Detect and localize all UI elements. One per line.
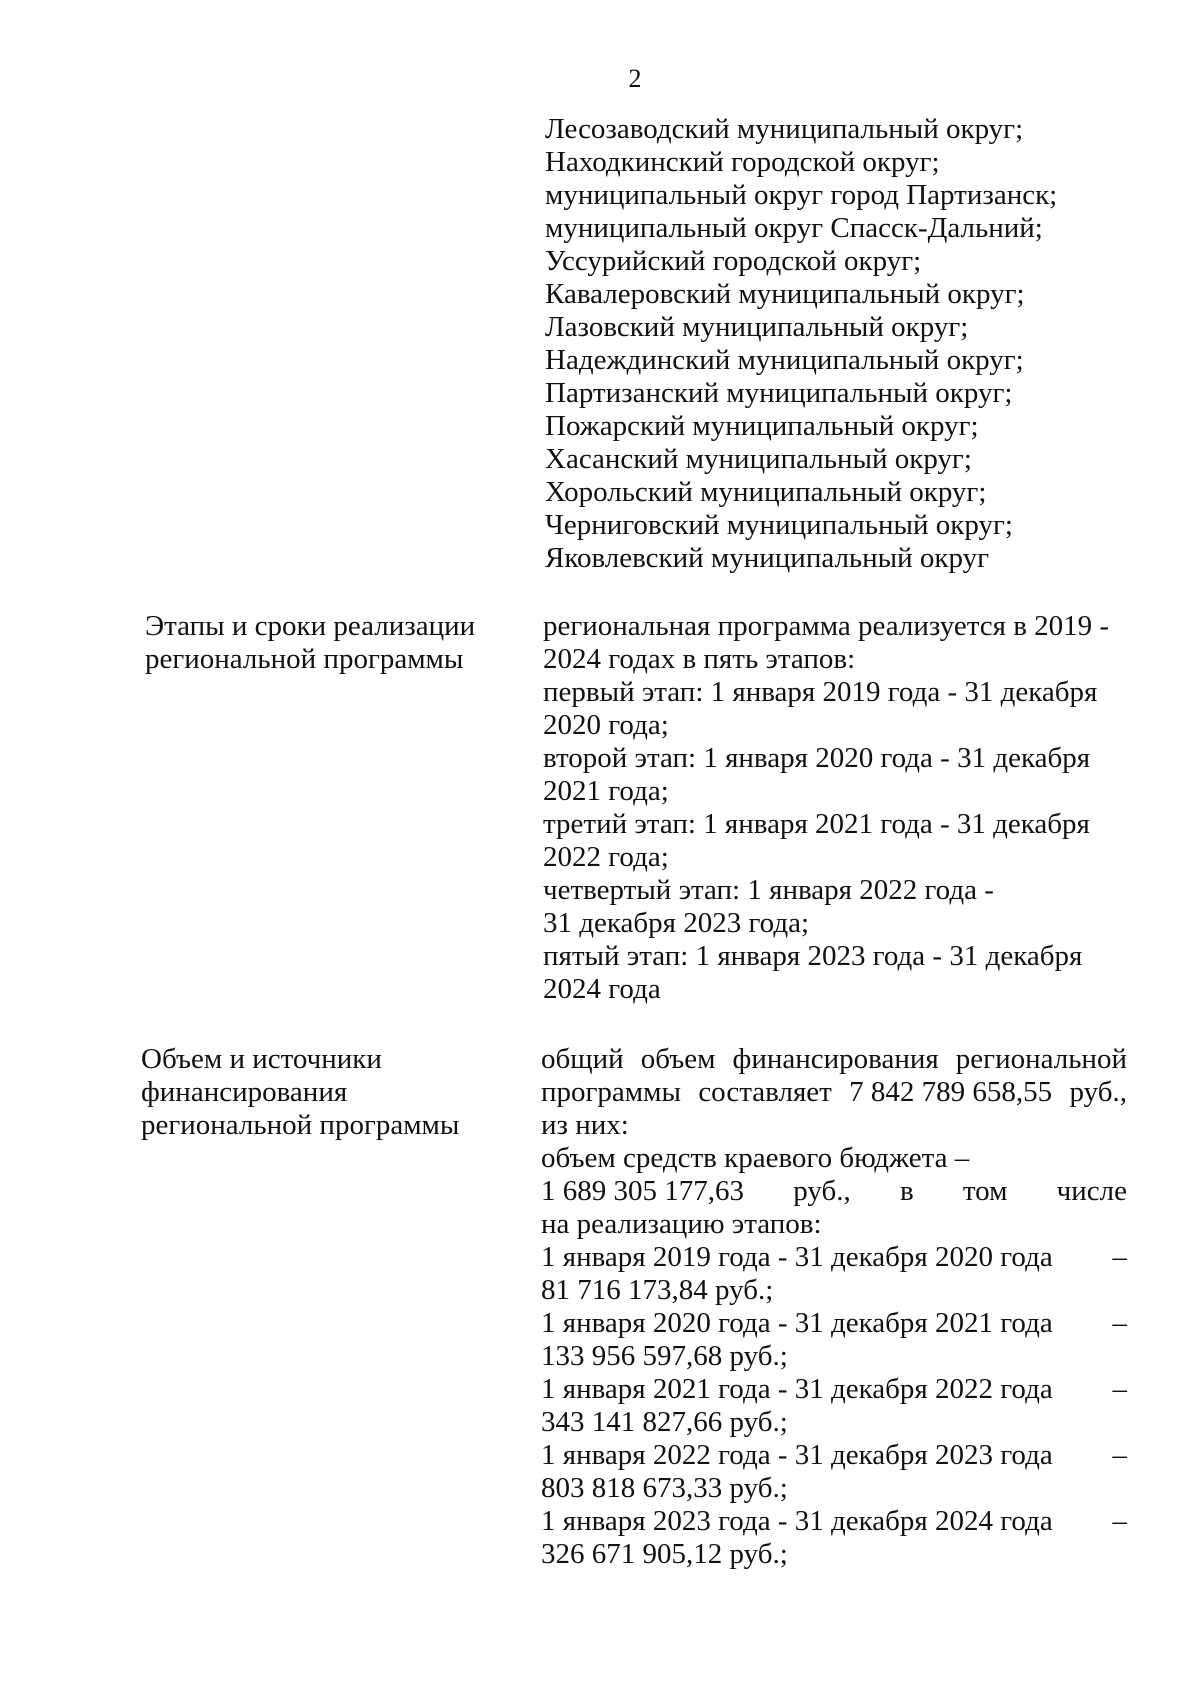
stages-text-line: региональная программа реализуется в 2019 -	[543, 610, 1110, 642]
stages-text-line: третий этап: 1 января 2021 года - 31 декабря	[543, 808, 1090, 840]
word: региональной	[955, 1043, 1127, 1075]
funding-text-line	[541, 1274, 1127, 1307]
funding-text-line	[541, 1241, 1127, 1274]
dash: –	[1112, 1307, 1127, 1339]
word: из них:	[541, 1109, 629, 1141]
stages-text-line: второй этап: 1 января 2020 года - 31 декабря	[543, 742, 1091, 774]
total-amount: 7 842 789 658,55	[849, 1076, 1053, 1108]
stages-text-line: 2022 года;	[543, 841, 669, 873]
word: общий	[541, 1043, 624, 1075]
list-item: Хорольский муниципальный округ;	[545, 476, 987, 508]
list-item: Яковлевский муниципальный округ	[545, 542, 990, 574]
list-item: Лазовский муниципальный округ;	[545, 311, 969, 343]
list-item: Уссурийский городской округ;	[545, 245, 922, 277]
stages-text-line: пятый этап: 1 января 2023 года - 31 декабря	[543, 940, 1083, 972]
funding-text-line	[541, 1406, 1127, 1439]
word: том	[962, 1175, 1008, 1207]
stage-amount: 343 141 827,66 руб.;	[541, 1406, 788, 1438]
stages-label-line: Этапы и сроки реализации	[145, 610, 476, 642]
stages-text-line: 2024 года	[543, 973, 661, 1005]
funding-text-line	[541, 1307, 1127, 1340]
dash: –	[1112, 1439, 1127, 1471]
funding-text-line	[541, 1505, 1127, 1538]
stage-period: 1 января 2022 года - 31 декабря 2023 года	[541, 1439, 1053, 1471]
funding-text-line	[541, 1076, 1127, 1109]
stages-text	[543, 610, 1109, 1006]
list-item: Пожарский муниципальный округ;	[545, 410, 979, 442]
funding-text	[541, 1043, 1127, 1571]
stages-text-line: 2020 года;	[543, 709, 669, 741]
word: финансирования	[732, 1043, 939, 1075]
stage-period: 1 января 2019 года - 31 декабря 2020 года	[541, 1241, 1053, 1273]
word: объем средств краевого бюджета –	[541, 1142, 970, 1174]
dash: –	[1112, 1373, 1127, 1405]
stages-text-line: 2024 годах в пять этапов:	[543, 643, 856, 675]
page-number: 2	[628, 64, 642, 93]
list-item: Лесозаводский муниципальный округ;	[545, 113, 1024, 145]
word: руб.,	[793, 1175, 851, 1207]
list-item: Кавалеровский муниципальный округ;	[545, 278, 1025, 310]
stage-period: 1 января 2020 года - 31 декабря 2021 года	[541, 1307, 1053, 1339]
funding-text-line	[541, 1142, 1127, 1175]
word: объем	[640, 1043, 716, 1075]
list-item: Черниговский муниципальный округ;	[545, 509, 1013, 541]
list-item: Надеждинский муниципальный округ;	[545, 344, 1024, 376]
stage-amount: 803 818 673,33 руб.;	[541, 1472, 788, 1504]
regional-budget-amount: 1 689 305 177,63	[541, 1175, 744, 1207]
funding-text-line	[541, 1538, 1127, 1571]
stage-amount: 133 956 597,68 руб.;	[541, 1340, 788, 1372]
funding-label-line: Объем и источники	[141, 1043, 382, 1075]
funding-text-line	[541, 1208, 1127, 1241]
word: руб.,	[1069, 1076, 1127, 1108]
list-item: муниципальный округ Спасск-Дальний;	[545, 212, 1043, 244]
stages-text-line: 31 декабря 2023 года;	[543, 907, 810, 939]
funding-label-line: региональной программы	[141, 1109, 460, 1141]
list-item: Партизанский муниципальный округ;	[545, 377, 1013, 409]
funding-text-line	[541, 1043, 1127, 1076]
word: составляет	[698, 1076, 832, 1108]
word: числе	[1056, 1175, 1127, 1207]
funding-text-line	[541, 1175, 1127, 1208]
word: программы	[541, 1076, 681, 1108]
stage-amount: 81 716 173,84 руб.;	[541, 1274, 774, 1306]
stages-label-line: региональной программы	[145, 643, 464, 675]
districts-list	[545, 113, 1057, 575]
list-item: Находкинский городской округ;	[545, 146, 940, 178]
funding-label-line: финансирования	[141, 1076, 348, 1108]
stages-text-line: четвертый этап: 1 января 2022 года -	[543, 874, 994, 906]
funding-text-line	[541, 1472, 1127, 1505]
word: на реализацию этапов:	[541, 1208, 822, 1240]
dash: –	[1112, 1241, 1127, 1273]
funding-label	[141, 1043, 459, 1142]
stage-amount: 326 671 905,12 руб.;	[541, 1538, 788, 1570]
stage-period: 1 января 2023 года - 31 декабря 2024 года	[541, 1505, 1053, 1537]
stages-label	[145, 610, 475, 676]
word: в	[899, 1175, 914, 1207]
funding-text-line	[541, 1340, 1127, 1373]
list-item: муниципальный округ город Партизанск;	[545, 179, 1058, 211]
dash: –	[1112, 1505, 1127, 1537]
stage-period: 1 января 2021 года - 31 декабря 2022 года	[541, 1373, 1053, 1405]
funding-text-line	[541, 1373, 1127, 1406]
stages-text-line: первый этап: 1 января 2019 года - 31 декабря	[543, 676, 1098, 708]
list-item: Хасанский муниципальный округ;	[545, 443, 972, 475]
funding-text-line	[541, 1109, 1127, 1142]
stages-text-line: 2021 года;	[543, 775, 669, 807]
funding-text-line	[541, 1439, 1127, 1472]
